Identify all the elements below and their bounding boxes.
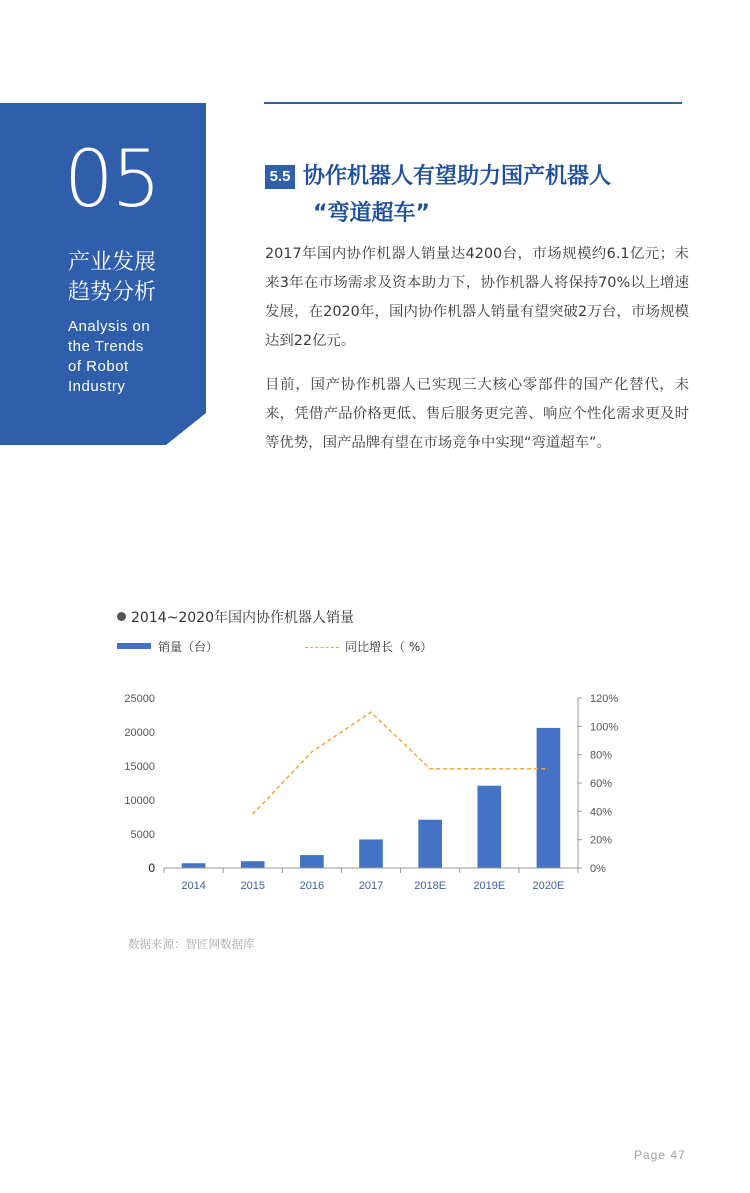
left-tick-label: 20000: [124, 727, 155, 739]
legend-bar-swatch: [117, 643, 151, 649]
legend-bar-label: 销量（台）: [158, 640, 219, 654]
section-title-line1: 协作机器人有望助力国产机器人: [303, 164, 612, 189]
chapter-title-cn-line2: 趋势分析: [68, 280, 157, 305]
chart-title-text: 2014~2020年国内协作机器人销量: [131, 610, 354, 626]
bar: [477, 786, 501, 868]
x-axis: [164, 868, 578, 892]
x-tick-label: 2018E: [414, 880, 447, 892]
x-tick-label: 2015: [240, 880, 265, 892]
x-tick-label: 2016: [299, 880, 325, 892]
bar-series: [182, 728, 561, 868]
right-tick-label: 40%: [590, 806, 613, 819]
legend-bar-item: [117, 638, 218, 655]
bar: [300, 855, 324, 868]
bar: [182, 863, 206, 868]
right-tick-label: 0%: [590, 863, 606, 875]
bar: [241, 861, 265, 868]
data-source-note: 数据来源：智匠网数据库: [128, 937, 255, 951]
chapter-title-cn-line1: 产业发展: [68, 250, 157, 275]
body-paragraph: 2017年国内协作机器人销量达4200台，市场规模约6.1亿元；未来3年在市场需求及资本助力下，协作机器人将保持70%以上增速发展，在2020年，国内协作机器人销量有望突破2万台，市场规模达到22亿元。: [265, 246, 689, 349]
left-tick-label: 10000: [124, 795, 155, 807]
chapter-title-en-line: the Trends: [68, 338, 144, 355]
chapter-title-en-line: of Robot: [68, 358, 129, 375]
legend-line-swatch: [305, 647, 339, 648]
section-number-badge: 5.5: [265, 165, 295, 189]
legend-line-item: [305, 638, 432, 655]
x-tick-label: 2020E: [532, 880, 565, 892]
page-number: Page 47: [634, 1148, 686, 1162]
left-axis: [124, 693, 155, 875]
left-tick-label: 0: [148, 861, 155, 875]
bar: [418, 820, 442, 868]
right-tick-label: 120%: [590, 693, 619, 705]
right-tick-label: 60%: [590, 778, 613, 790]
growth-line: [253, 712, 549, 814]
bar: [359, 839, 383, 868]
chapter-title-en: [68, 317, 198, 397]
chart-title: [117, 607, 354, 627]
chapter-title-en-line: Industry: [68, 378, 126, 395]
right-axis: [578, 693, 618, 875]
bar: [537, 728, 561, 868]
right-tick-label: 100%: [590, 721, 619, 734]
x-tick-label: 2017: [358, 880, 384, 892]
body-paragraph: 目前，国产协作机器人已实现三大核心零部件的国产化替代，未来，凭借产品价格更低、售后服务更完善、响应个性化需求更及时等优势，国产品牌有望在市场竞争中实现“弯道超车”。: [265, 377, 689, 451]
line-series: [253, 712, 549, 814]
x-tick-label: 2014: [181, 880, 206, 892]
section-title-line2: “弯道超车”: [313, 201, 430, 226]
chapter-block: [0, 103, 206, 445]
right-tick-label: 80%: [590, 749, 613, 762]
left-tick-label: 15000: [124, 761, 155, 773]
x-tick-label: 2019E: [473, 880, 506, 892]
chapter-title-en-line: Analysis on: [68, 318, 151, 335]
chapter-number: 05: [64, 135, 160, 225]
bullet-dot-icon: [117, 612, 126, 621]
right-tick-label: 20%: [590, 834, 613, 847]
left-tick-label: 25000: [124, 693, 155, 705]
legend-line-label: 同比增长（ %）: [345, 640, 433, 654]
left-tick-label: 5000: [130, 829, 155, 841]
top-divider: [264, 102, 682, 104]
sales-chart: [100, 680, 640, 900]
